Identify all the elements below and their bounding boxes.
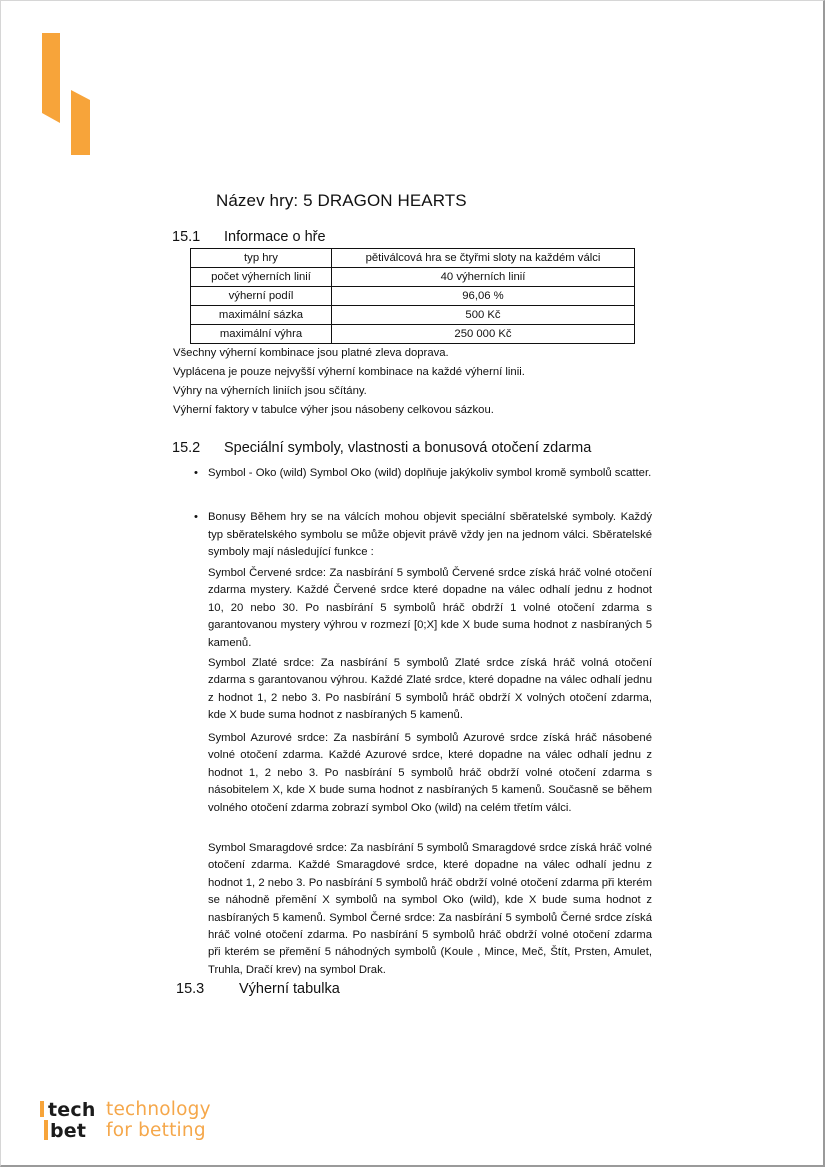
footer-logo [38,1100,238,1146]
logo-tagline-1: technology [106,1099,211,1120]
paragraph-emerald-heart: Symbol Smaragdové srdce: Za nasbírání 5 symbolů Smaragdové srdce získá hráč volné otočení zdarma. Každé Smaragdové srdce, které dopadne na válec odhalí jednu z hodnot 1, 2 nebo 3. Po nasbírání 5 symbolů hráč obdrží volné otočení zdarma při kterém se náhodně přemění X symbolů na symbol Oko (wild), kde X bude suma hodnot z nasbíraných 5 kamenů. Symbol Černé srdce: Za nasbírání 5 symbolů Černé srdce získá hráč volné otočení zdarma. Po nasbírání 5 symbolů hráč obdrží volné otočení zdarma při kterém se přemění 5 náhodných symbolů (Koule , Mince, Meč, Štít, Prsten, Amulet, Truhla, Dračí krev) na symbol Drak. [208,842,652,976]
table-cell-label: výherní podíl [191,287,332,306]
section-number: 15.2 [172,440,201,456]
table-cell-label: typ hry [191,249,332,268]
table-row [191,306,635,325]
table-cell-value: 500 Kč [332,306,635,325]
bullet-text: Symbol - Oko (wild) Symbol Oko (wild) doplňuje jakýkoliv symbol kromě symbolů scatter. [208,467,652,479]
table-cell-value: pětiválcová hra se čtyřmi sloty na každém válci [332,249,635,268]
rule-line: Výhry na výherních liniích jsou sčítány. [173,385,367,397]
bullet-item-bonus [194,509,652,562]
logo-bar-icon [40,1101,44,1117]
section-title: Informace o hře [224,229,326,245]
logo-tagline-2: for betting [106,1120,206,1141]
table-row [191,325,635,344]
bullet-icon: • [194,467,198,479]
table-cell-label: maximální výhra [191,325,332,344]
paragraph-azure-heart: Symbol Azurové srdce: Za nasbírání 5 symbolů Azurové srdce získá hráč násobené volné otočení zdarma. Každé Azurové srdce, které dopadne na válec odhalí jednu z hodnot 1, 2 nebo 3. Po nasbírání 5 symbolů hráč obdrží volné otočení zdarma s násobitelem X, kde X bude suma hodnot z nasbíraných 5 kamenů. Současně se během volného otočení zdarma zobrazí symbol Oko (wild) na celém třetím válci. [208,732,652,814]
paragraph-red-heart: Symbol Červené srdce: Za nasbírání 5 symbolů Červené srdce získá hráč volné otočení zdarma mystery. Každé Červené srdce které dopadne na válec odhalí jednu z hodnot 10, 20 nebo 30. Po nasbírání 5 symbolů hráč obdrží 1 volné otočení zdarma s garantovanou mystery výhrou v rozmezí [0;X] kde X bude suma hodnot z nasbíraných 5 kamenů. [208,567,652,649]
table-cell-value: 250 000 Kč [332,325,635,344]
section-heading-15-1 [172,229,326,245]
bullet-item-wild [194,465,652,483]
section-title: Speciální symboly, vlastnosti a bonusová otočení zdarma [224,440,592,456]
section-number: 15.1 [172,229,201,245]
rules-lines [173,344,525,420]
bullet-icon: • [194,511,198,523]
document-title: Název hry: 5 DRAGON HEARTS [216,191,467,210]
bullet-text: Bonusy Během hry se na válcích mohou objevit speciální sběratelské symboly. Každý typ sběratelského symbolu se může objevit právě vždy jen na jednom válci. Sběratelské symboly mají následující funkce : [208,511,652,558]
game-info-table [190,248,635,344]
section-heading-15-3 [176,981,340,997]
section-number: 15.3 [176,981,205,997]
table-row [191,287,635,306]
table-row [191,249,635,268]
logo-word-tech: tech [48,1099,96,1121]
section-title: Výherní tabulka [239,981,340,997]
techbet-mark-icon [40,33,92,155]
rule-line: Výherní faktory v tabulce výher jsou násobeny celkovou sázkou. [173,404,494,416]
logo-word-bet: bet [50,1120,87,1142]
table-cell-label: maximální sázka [191,306,332,325]
table-cell-value: 96,06 % [332,287,635,306]
paragraph-gold-heart: Symbol Zlaté srdce: Za nasbírání 5 symbolů Zlaté srdce získá hráč volná otočení zdarma s garantovanou výhrou. Každé Zlaté srdce, které dopadne na válec odhalí jednu z hodnot 1, 2 nebo 3. Po nasbírání 5 symbolů hráč obdrží X volných otočení zdarma, kde X bude suma hodnot z nasbíraných 5 kamenů. [208,657,652,722]
rule-line: Vyplácena je pouze nejvyšší výherní kombinace na každé výherní linii. [173,366,525,378]
table-cell-label: počet výherních linií [191,268,332,287]
table-cell-value: 40 výherních linií [332,268,635,287]
logo-bar-icon [44,1120,48,1140]
rule-line: Všechny výherní kombinace jsou platné zleva doprava. [173,347,449,359]
section-heading-15-2 [172,440,591,456]
table-row [191,268,635,287]
